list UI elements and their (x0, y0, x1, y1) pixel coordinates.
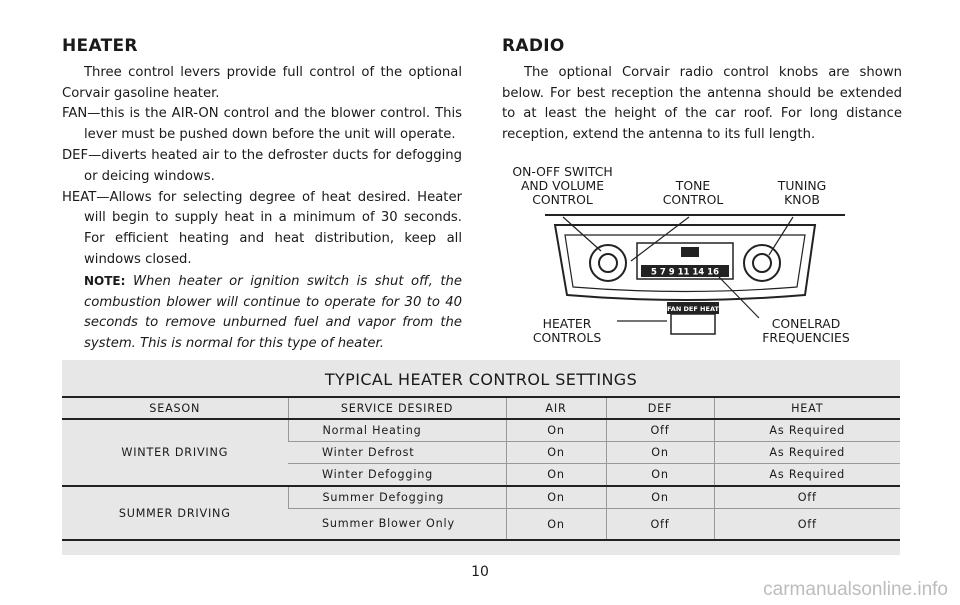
col-def-header: DEF (606, 397, 714, 419)
heater-heat-text: HEAT—Allows for selecting degree of heat desired. Heater will begin to supply heat in a minimum of 30 seconds. For efficient heating and heat distribution, keep all windows closed. (62, 189, 462, 267)
tuning-knob-label: TUNING KNOB (777, 178, 827, 207)
service-cell: Winter Defogging (288, 464, 506, 487)
note-text: When heater or ignition switch is shut off, the combustion blower will continue to operate for 30 to 40 seconds to remove unburned fuel and vapor from the system. This is normal for this type of heater. (84, 273, 462, 352)
on-off-volume-label: ON-OFF SWITCH AND VOLUME CONTROL (512, 164, 613, 207)
def-cell: On (606, 464, 714, 487)
lever-text: FAN DEF HEAT (667, 305, 719, 313)
page-number: 10 (471, 564, 489, 580)
heat-cell: Off (714, 486, 900, 509)
radio-text: The optional Corvair radio control knobs are shown below. For best reception the antenna should be extended to at least the height of the car roof. For long distance reception, extend the antenna to its full length. (502, 64, 902, 143)
air-cell: On (506, 486, 606, 509)
radio-section (502, 36, 902, 146)
season-cell: SUMMER DRIVING (62, 486, 288, 540)
season-cell: WINTER DRIVING (62, 419, 288, 486)
radio-heading: RADIO (502, 36, 565, 56)
heater-section (62, 36, 462, 355)
heater-controls-label: HEATER CONTROLS (532, 316, 602, 345)
col-season-header: SEASON (62, 397, 288, 419)
table-row (62, 486, 900, 509)
def-cell: On (606, 486, 714, 509)
heat-cell: Off (714, 509, 900, 541)
def-cell: Off (606, 419, 714, 442)
air-cell: On (506, 509, 606, 541)
site-watermark: carmanualsonline.info (763, 579, 948, 600)
tone-control-label: TONE CONTROL (662, 178, 724, 207)
heater-heading: HEATER (62, 36, 138, 56)
heat-cell: As Required (714, 464, 900, 487)
col-heat-header: HEAT (714, 397, 900, 419)
def-cell: Off (606, 509, 714, 541)
heater-def-text: DEF—diverts heated air to the defroster ducts for defogging or deicing windows. (62, 147, 462, 184)
col-air-header: AIR (506, 397, 606, 419)
service-cell: Normal Heating (288, 419, 506, 442)
service-cell: Summer Blower Only (288, 509, 506, 541)
conelrad-frequencies-label: CONELRAD FREQUENCIES (762, 316, 850, 345)
heater-fan-text: FAN—this is the AIR-ON control and the blower control. This lever must be pushed down before the unit will operate. (62, 106, 462, 143)
radio-diagram (505, 165, 865, 350)
air-cell: On (506, 419, 606, 442)
air-cell: On (506, 442, 606, 464)
col-service-header: SERVICE DESIRED (288, 397, 506, 419)
dial-text: 5 7 9 11 14 16 (650, 267, 720, 278)
heat-cell: As Required (714, 442, 900, 464)
table-row (62, 419, 900, 442)
heat-cell: As Required (714, 419, 900, 442)
air-cell: On (506, 464, 606, 487)
service-cell: Summer Defogging (288, 486, 506, 509)
heater-note (62, 271, 462, 355)
heater-settings-panel (62, 360, 900, 555)
def-cell: On (606, 442, 714, 464)
service-cell: Winter Defrost (288, 442, 506, 464)
note-label: NOTE: (84, 273, 126, 288)
heater-intro: Three control levers provide full control of the optional Corvair gasoline heater. (62, 64, 462, 101)
table-title: TYPICAL HEATER CONTROL SETTINGS (324, 370, 638, 389)
heater-settings-table (62, 396, 900, 541)
table-header-row (62, 397, 900, 419)
